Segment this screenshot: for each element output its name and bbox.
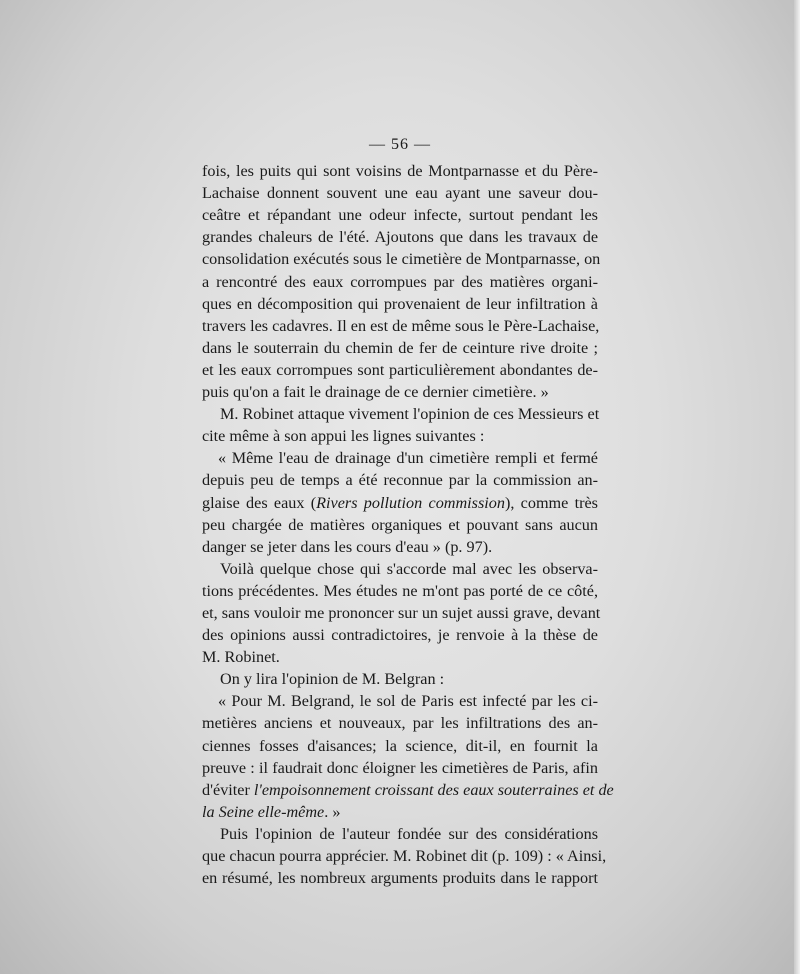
text-line: et, sans vouloir me prononcer sur un sujet aussi grave, devant [202, 603, 601, 622]
text-span: ), comme très [504, 493, 598, 512]
text-line-rivers [202, 492, 598, 514]
text-line-eviter [202, 779, 614, 801]
text-line: On y lira l'opinion de M. Belgran : [220, 670, 445, 689]
text-block [202, 134, 614, 889]
text-line: ques en décomposition qui provenaient de leur infiltration à [202, 294, 598, 313]
text-line: en résumé, les nombreux arguments produits dans le rapport [202, 869, 598, 888]
text-line: « Pour M. Belgrand, le sol de Paris est infecté par les ci- [218, 692, 598, 711]
text-line: que chacun pourra apprécier. M. Robinet dit (p. 109) : « Ainsi, [202, 847, 607, 865]
text-line: metières anciens et nouveaux, par les infiltrations des an- [202, 714, 598, 733]
text-line: dans le souterrain du chemin de fer de ceinture rive droite ; [202, 338, 598, 357]
text-line: des opinions aussi contradictoires, je renvoie à la thèse de [202, 626, 598, 645]
text-line: preuve : il faudrait donc éloigner les cimetières de Paris, afin [202, 758, 598, 777]
text-span: glaise des eaux ( [202, 493, 317, 512]
italic-title: Rivers pollution commission [316, 493, 505, 512]
text-line: peu chargée de matières organiques et pouvant sans aucun [202, 515, 598, 534]
text-line: Puis l'opinion de l'auteur fondée sur des considérations [220, 824, 598, 843]
text-line: M. Robinet. [202, 648, 280, 667]
text-line: depuis peu de temps a été reconnue par la commission an- [202, 471, 598, 490]
italic-quote: l'empoisonnement croissant des eaux souterraines et de [253, 780, 614, 799]
text-line: Lachaise donnent souvent une eau ayant une saveur dou- [202, 184, 598, 203]
page-edge [794, 0, 800, 974]
page-number: — 56 — [369, 136, 431, 153]
text-line-seine [202, 801, 598, 823]
text-line: M. Robinet attaque vivement l'opinion de ces Messieurs et [220, 405, 600, 424]
text-span: . » [324, 802, 341, 821]
text-span: d'éviter [202, 780, 254, 799]
text-line: ceâtre et répandant une odeur infecte, surtout pendant les [202, 206, 598, 225]
text-line: ciennes fosses d'aisances; la science, dit-il, en fournit la [202, 736, 598, 755]
text-line: consolidation exécutés sous le cimetière de Montparnasse, on [202, 250, 601, 269]
text-line: grandes chaleurs de l'été. Ajoutons que dans les travaux de [202, 228, 598, 247]
text-line: a rencontré des eaux corrompues par des matières organi- [202, 272, 598, 291]
text-line: tions précédentes. Mes études ne m'ont pas porté de ce côté, [202, 581, 598, 600]
text-line: Voilà quelque chose qui s'accorde mal avec les observa- [220, 559, 598, 578]
text-line: fois, les puits qui sont voisins de Montparnasse et du Père- [202, 162, 598, 181]
italic-quote: la Seine elle-même [202, 802, 325, 821]
text-line: puis qu'on a fait le drainage de ce dernier cimetière. » [202, 383, 549, 402]
text-line: et les eaux corrompues sont particulièrement abondantes de- [202, 360, 598, 379]
text-line: danger se jeter dans les cours d'eau » (p. 97). [202, 537, 493, 556]
text-line: travers les cadavres. Il en est de même sous le Père-Lachaise, [202, 316, 600, 335]
text-line: « Même l'eau de drainage d'un cimetière rempli et fermé [218, 449, 598, 468]
text-line: cite même à son appui les lignes suivantes : [202, 427, 485, 446]
